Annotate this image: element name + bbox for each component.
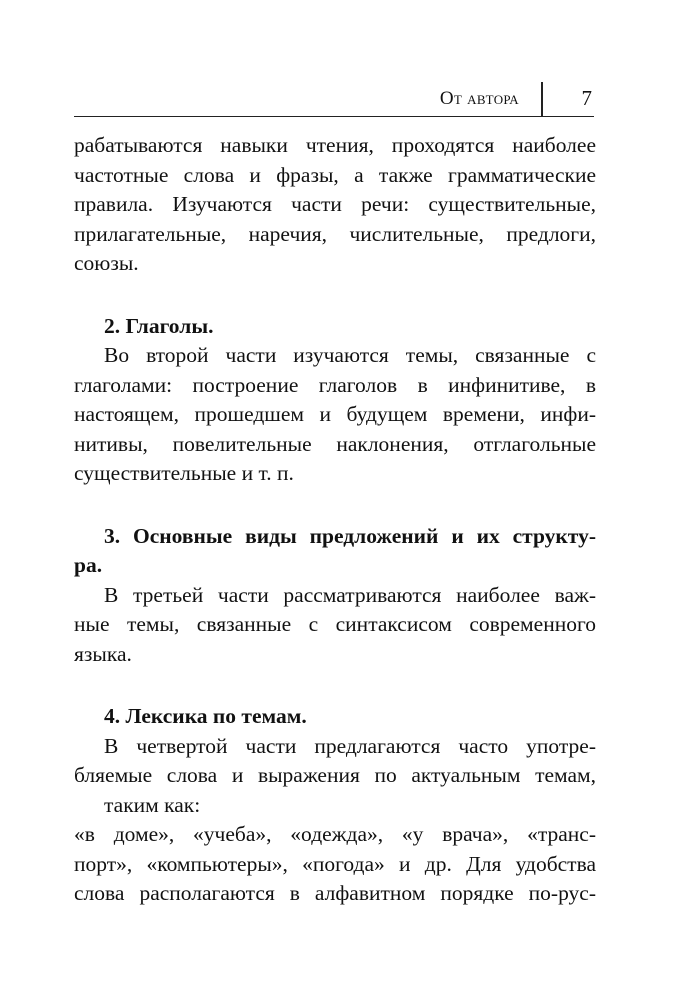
body-line: существительные и т. п. (74, 461, 294, 485)
body-line: В четвертой части предлагаются часто употре- (104, 733, 596, 758)
body-line: языка. (74, 641, 132, 666)
body-line: ные темы, связанные с синтаксисом современного (74, 612, 596, 636)
body-line: прилагательные, наречия, числительные, предлоги, (74, 221, 596, 246)
running-header (74, 82, 594, 117)
body-line: таким как: (104, 792, 201, 817)
section-heading: 2. Глаголы. (104, 313, 214, 338)
section-heading: 4. Лексика по темам. (104, 704, 307, 728)
body-line: частотные слова и фразы, а также грамматические (74, 162, 596, 187)
body-line: «в доме», «учеба», «одежда», «у врача», «транс- (74, 822, 596, 846)
body-line: бляемые слова и выражения по актуальным темам, (74, 763, 596, 787)
page-number: 7 (581, 86, 592, 110)
body-line: Во второй части изучаются темы, связанные с (104, 343, 596, 367)
page-body (74, 131, 596, 909)
body-line: союзы. (74, 251, 139, 275)
body-line: глаголами: построение глаголов в инфинитиве, в (74, 372, 596, 397)
body-line: нитивы, повелительные наклонения, отглагольные (74, 431, 596, 456)
section-heading-continuation: ра. (74, 553, 103, 577)
body-line: В третьей части рассматриваются наиболее важ- (104, 582, 596, 607)
body-line: настоящем, прошедшем и будущем времени, инфи- (74, 402, 596, 426)
body-line: слова располагаются в алфавитном порядке по-рус- (74, 881, 596, 905)
body-line: правила. Изучаются части речи: существительные, (74, 192, 596, 216)
section-heading: 3. Основные виды предложений и их структу- (104, 523, 596, 548)
body-line: рабатываются навыки чтения, проходятся наиболее (74, 133, 596, 157)
running-title: От автора (439, 88, 519, 109)
body-line: порт», «компьютеры», «погода» и др. Для удобства (74, 851, 596, 876)
header-divider (541, 82, 543, 116)
